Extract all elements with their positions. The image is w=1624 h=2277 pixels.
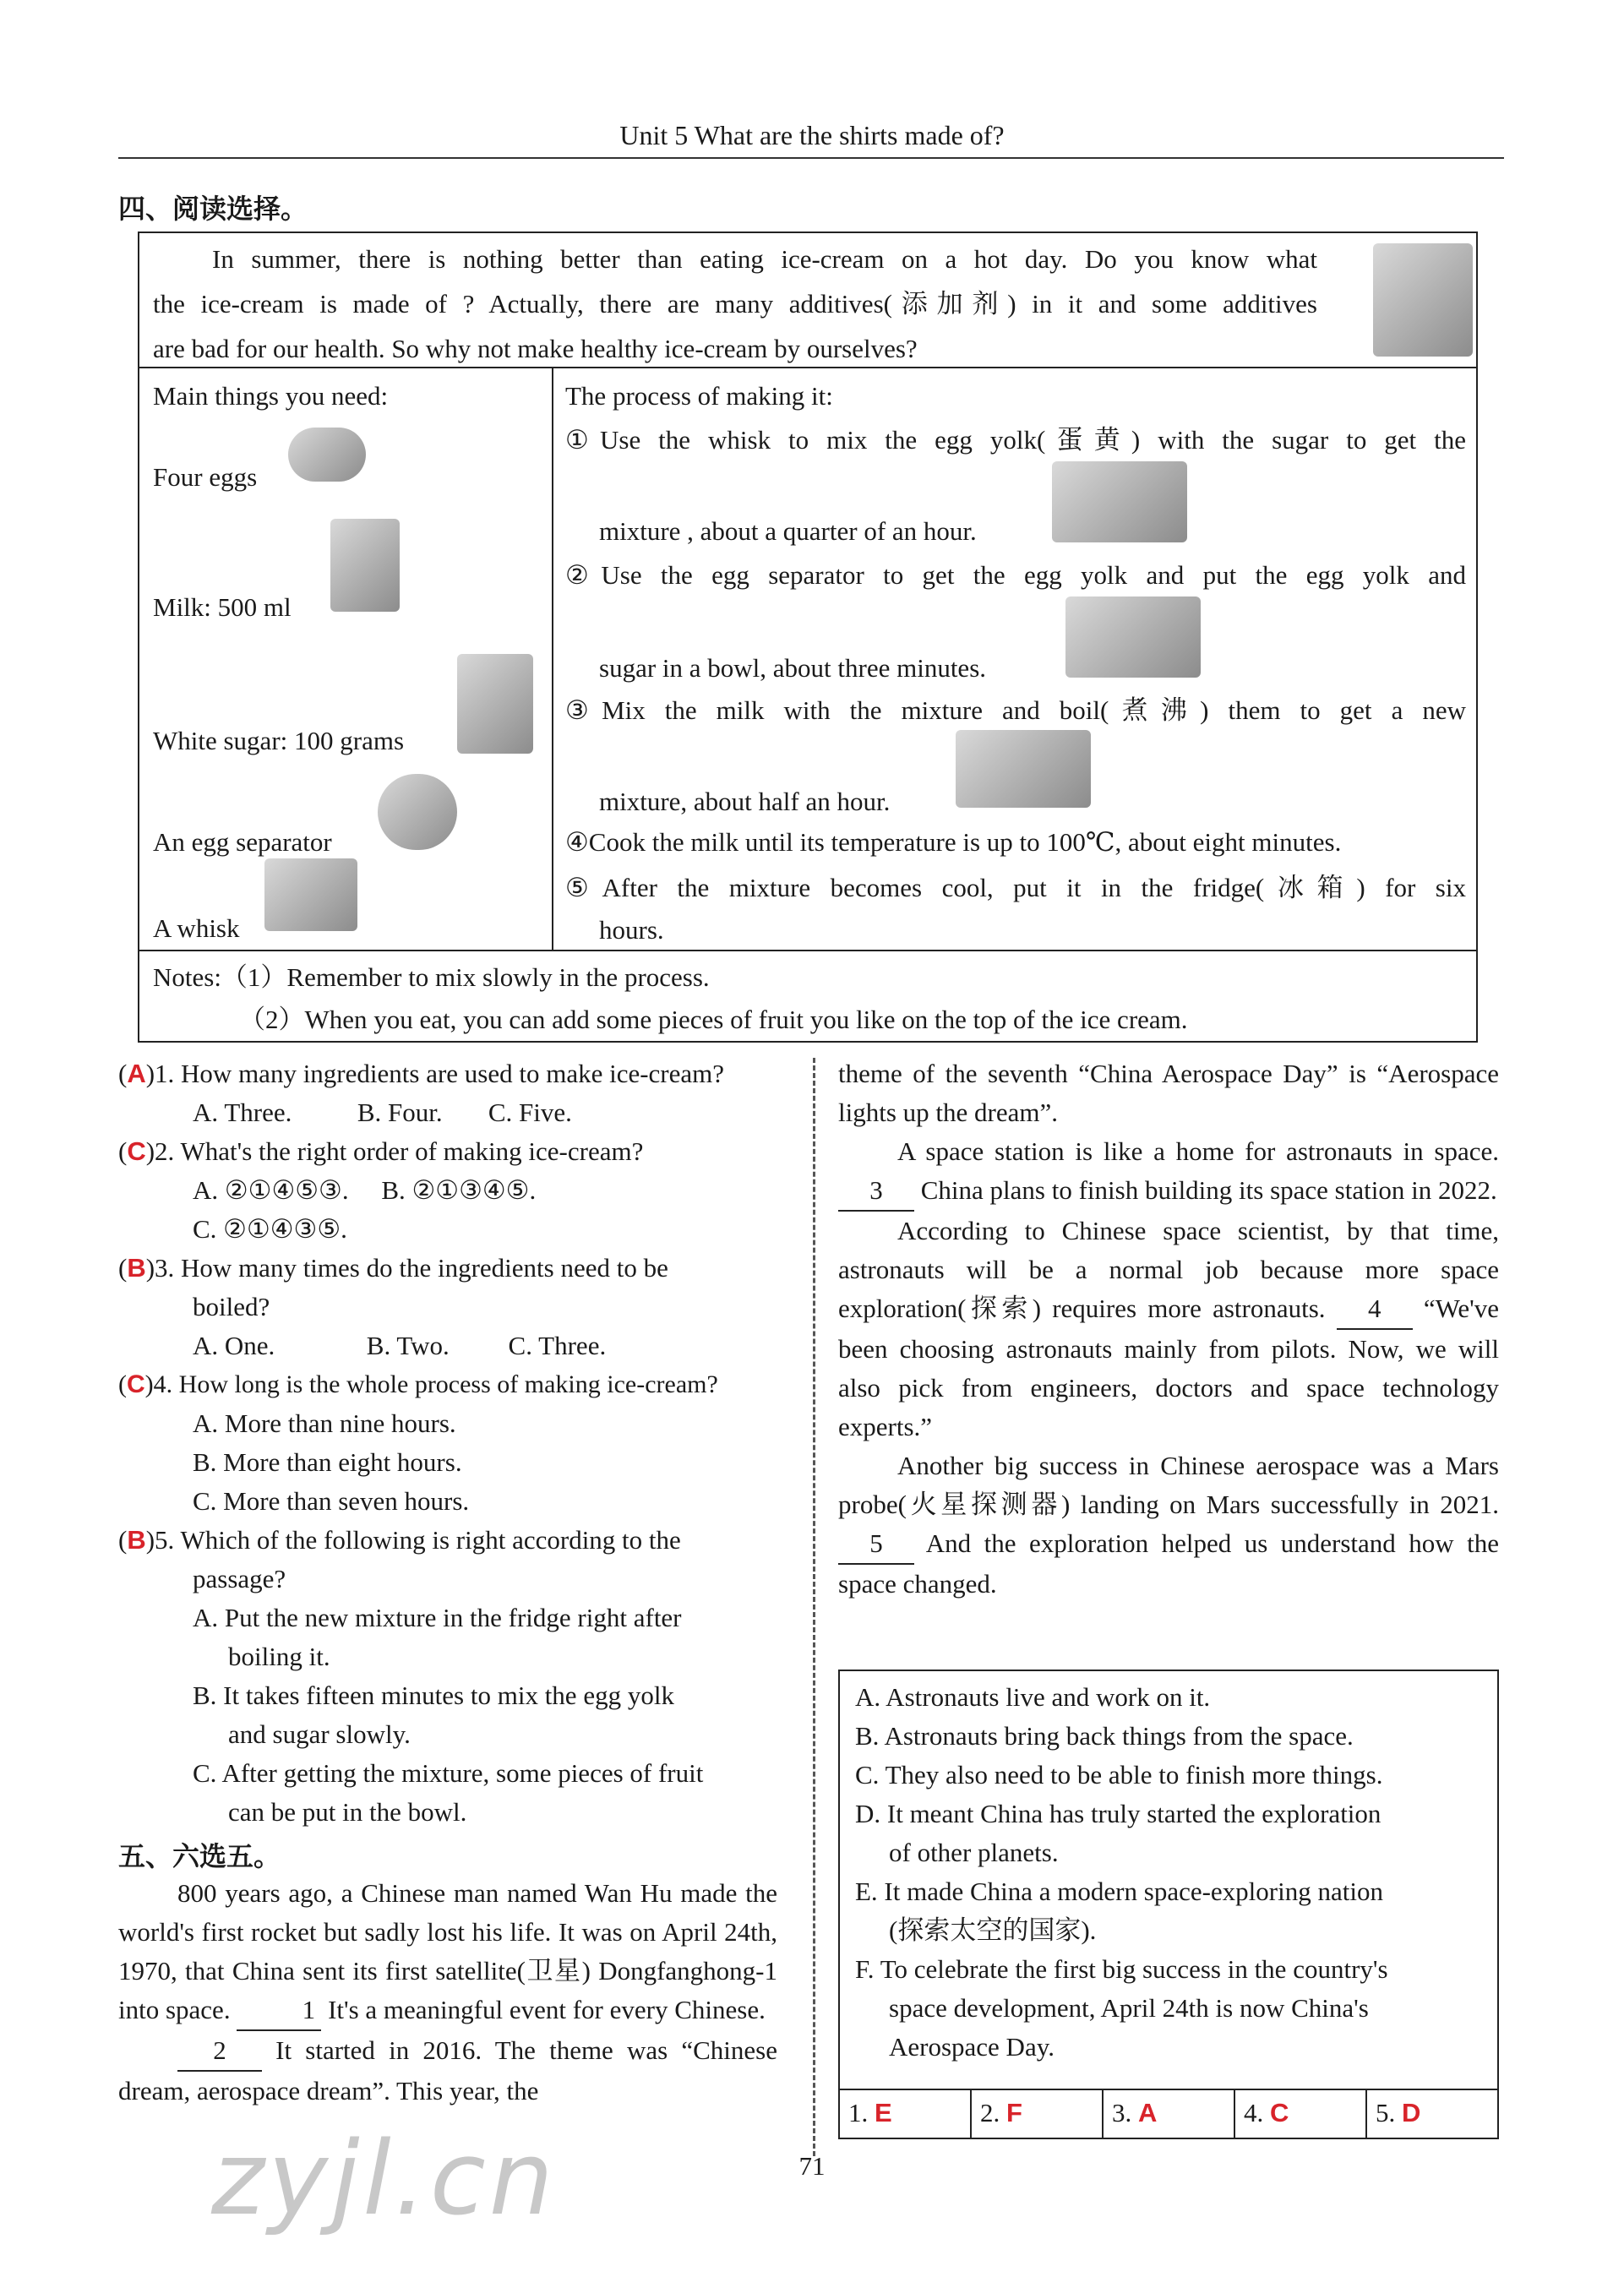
answer-mark: E — [875, 2098, 892, 2127]
watermark-logo: zyjl.cn — [211, 2121, 557, 2238]
answer-mark: C — [127, 1370, 145, 1398]
answer-mark: A — [1138, 2098, 1158, 2127]
table-divider — [139, 950, 1476, 951]
blank-2: 2 — [177, 2031, 262, 2072]
answer-mark: C — [1270, 2098, 1289, 2127]
blank-1: 1 — [237, 1991, 321, 2031]
questions-list — [118, 1054, 777, 2111]
passage-right-p3 — [838, 1212, 1499, 1446]
header-rule — [118, 157, 1504, 159]
blank-4: 4 — [1337, 1289, 1413, 1330]
passage-right-p2 — [838, 1132, 1499, 1212]
option-a: A. Astronauts live and work on it. — [855, 1682, 1211, 1712]
question-options: boiling it. — [228, 1642, 330, 1671]
whisk-photo — [264, 858, 357, 931]
question-1: (A)1. How many ingredients are used to make ice-cream? — [118, 1059, 725, 1088]
question-options: A. One. B. Two. C. Three. — [193, 1331, 607, 1360]
passage-text: 800 years ago, a Chinese man named Wan Hu made the world's first rocket but sadly lost his life. It was on April 24th, 1970, that China sent its first satellite(卫星) Dongfanghong-1 into space. — [118, 1878, 777, 2024]
question-options: C. More than seven hours. — [193, 1486, 470, 1516]
answer-mark: F — [1006, 2098, 1022, 2127]
question-text: 5. Which of the following is right according to the — [155, 1525, 681, 1555]
blank-5: 5 — [838, 1524, 914, 1565]
option-c: C. They also need to be able to finish more things. — [855, 1760, 1383, 1789]
answer-number: 4. — [1244, 2098, 1264, 2127]
question-text-cont: boiled? — [193, 1292, 270, 1321]
process-step-3-cont: mixture, about half an hour. — [599, 787, 891, 816]
passage-left-p2 — [118, 2031, 777, 2111]
egg-separator-photo — [378, 774, 457, 850]
answer-cell-2 — [972, 2090, 1104, 2138]
intro-line: are bad for our health. So why not make healthy ice-cream by ourselves? — [153, 334, 918, 363]
question-options: B. It takes fifteen minutes to mix the egg yolk — [193, 1681, 674, 1710]
passage-text: It's a meaningful event for every Chinese. — [328, 1995, 766, 2024]
section-5-title: 五、六选五。 — [118, 1840, 281, 1872]
answer-cell-3 — [1104, 2090, 1235, 2138]
passage-text: According to Chinese space scientist, by that time, astronauts will be a normal job because more space exploration(探索) requires more astronauts. — [838, 1216, 1499, 1323]
question-options: C. After getting the mixture, some pieces of fruit — [193, 1758, 704, 1788]
question-options: and sugar slowly. — [228, 1719, 411, 1749]
question-options: A. More than nine hours. — [193, 1408, 456, 1438]
passage-text: And the exploration helped us understand how the space changed. — [838, 1528, 1499, 1599]
ice-cream-photo — [1373, 243, 1473, 357]
answer-number: 5. — [1376, 2098, 1396, 2127]
bowl-photo — [1065, 596, 1201, 678]
passage-text: “We've been choosing astronauts mainly from pilots. Now, we will also pick from engineers, doctors and space technology experts.” — [838, 1294, 1500, 1441]
question-options: A. Three. B. Four. C. Five. — [193, 1098, 572, 1127]
question-text: 3. How many times do the ingredients need to be — [155, 1253, 668, 1283]
passage-right-column — [838, 1054, 1499, 1604]
option-e-cont: (探索太空的国家). — [889, 1915, 1097, 1945]
process-step-4: ④Cook the milk until its temperature is up to 100℃, about eight minutes. — [565, 827, 1342, 857]
option-d: D. It meant China has truly started the exploration — [855, 1799, 1381, 1828]
answer-cell-5 — [1367, 2090, 1497, 2138]
answer-number: 3. — [1112, 2098, 1132, 2127]
passage-left-p1 — [118, 1874, 777, 2031]
answer-number: 2. — [980, 2098, 1000, 2127]
answer-row — [840, 2089, 1497, 2138]
answer-mark: B — [127, 1253, 146, 1283]
process-step-5-cont: hours. — [599, 915, 664, 945]
question-options: A. ②①④⑤③. B. ②①③④⑤. — [193, 1175, 537, 1205]
note-2: （2）When you eat, you can add some pieces of fruit you like on the top of the ice cream. — [239, 1005, 1188, 1034]
answer-number: 1. — [848, 2098, 869, 2127]
answer-mark: B — [127, 1525, 146, 1555]
passage-text: Another big success in Chinese aerospace was a Mars probe(火星探测器) landing on Mars successfully in 2021. — [838, 1451, 1499, 1519]
table-divider — [552, 367, 553, 950]
question-3: (B)3. How many times do the ingredients need to be — [118, 1253, 668, 1283]
option-e: E. It made China a modern space-exploring nation — [855, 1877, 1383, 1906]
section-4-title: 四、阅读选择。 — [118, 193, 308, 225]
thing-whisk: A whisk — [153, 913, 240, 943]
answer-mark: D — [1402, 2098, 1421, 2127]
process-step-2: ②Use the egg separator to get the egg yolk and put the egg yolk and — [565, 560, 1466, 590]
intro-text — [153, 237, 1317, 371]
process-step-1-cont: mixture , about a quarter of an hour. — [599, 516, 977, 546]
process-step-1: ①Use the whisk to mix the egg yolk(蛋黄) with the sugar to get the — [565, 425, 1466, 455]
milk-photo — [330, 519, 400, 612]
option-f-cont: Aerospace Day. — [889, 2032, 1055, 2062]
question-text: 2. What's the right order of making ice-cream? — [155, 1136, 644, 1166]
question-2: (C)2. What's the right order of making ice-cream? — [118, 1136, 644, 1166]
thing-separator: An egg separator — [153, 827, 332, 857]
passage-text: A space station is like a home for astronauts in space. — [897, 1136, 1499, 1166]
blank-3: 3 — [838, 1171, 914, 1212]
passage-text: China plans to finish building its space station in 2022. — [920, 1175, 1497, 1205]
process-step-3: ③Mix the milk with the mixture and boil(煮沸) them to get a new — [565, 695, 1466, 725]
passage-text: theme of the seventh “China Aerospace Day” is “Aerospace lights up the dream”. — [838, 1059, 1499, 1127]
question-options: B. More than eight hours. — [193, 1447, 462, 1477]
thing-sugar: White sugar: 100 grams — [153, 726, 405, 755]
page-header-title: Unit 5 What are the shirts made of? — [619, 120, 1005, 150]
thing-milk: Milk: 500 ml — [153, 592, 292, 622]
intro-line: the ice-cream is made of ? Actually, there are many additives(添加剂) in it and some additives — [153, 289, 1317, 319]
process-step-2-cont: sugar in a bowl, about three minutes. — [599, 653, 987, 683]
thing-eggs: Four eggs — [153, 462, 258, 492]
option-b: B. Astronauts bring back things from the space. — [855, 1721, 1354, 1751]
answer-mark: C — [127, 1136, 146, 1166]
eggs-photo — [288, 428, 366, 482]
intro-line: In summer, there is nothing better than eating ice-cream on a hot day. Do you know what — [212, 244, 1317, 274]
question-options: C. ②①④③⑤. — [193, 1214, 347, 1244]
question-text: 4. How long is the whole process of making ice-cream? — [153, 1370, 718, 1398]
answer-cell-4 — [1235, 2090, 1367, 2138]
option-d-cont: of other planets. — [889, 1838, 1059, 1867]
things-title: Main things you need: — [153, 381, 389, 411]
option-f-cont: space development, April 24th is now China's — [889, 1993, 1369, 2023]
question-4: (C)4. How long is the whole process of making ice-cream? — [118, 1370, 718, 1398]
mixing-photo — [1052, 461, 1187, 542]
question-options: A. Put the new mixture in the fridge right after — [193, 1603, 682, 1632]
recipe-table — [138, 232, 1478, 1043]
page-number: 71 — [798, 2151, 826, 2181]
sugar-photo — [457, 654, 533, 754]
question-options: can be put in the bowl. — [228, 1797, 467, 1827]
options-box — [838, 1670, 1499, 2139]
boiling-photo — [956, 730, 1091, 808]
answer-cell-1 — [840, 2090, 972, 2138]
column-divider — [813, 1058, 815, 2156]
process-title: The process of making it: — [565, 381, 833, 411]
process-step-5: ⑤After the mixture becomes cool, put it in the fridge(冰箱) for six — [565, 873, 1466, 902]
answer-mark: A — [127, 1059, 146, 1088]
question-text-cont: passage? — [193, 1564, 286, 1593]
passage-text: It started in 2016. The theme was “Chinese dream, aerospace dream”. This year, the — [118, 2035, 777, 2105]
option-f: F. To celebrate the first big success in the country's — [855, 1954, 1388, 1984]
question-text: 1. How many ingredients are used to make ice-cream? — [155, 1059, 725, 1088]
note-1: Notes:（1）Remember to mix slowly in the process. — [153, 962, 710, 992]
passage-right-p4 — [838, 1446, 1499, 1604]
question-5: (B)5. Which of the following is right according to the — [118, 1525, 681, 1555]
